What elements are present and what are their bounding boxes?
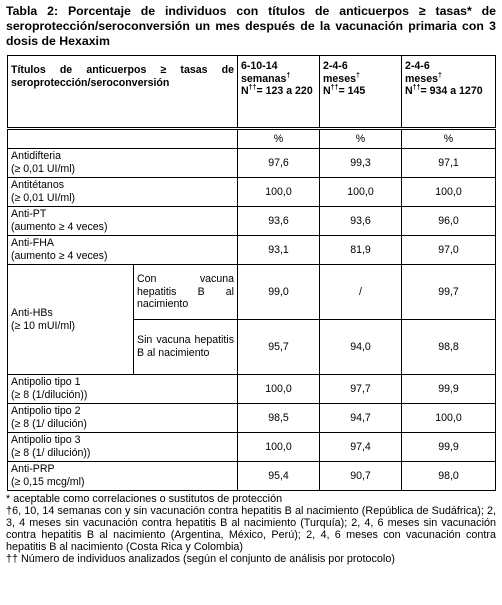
sublabel-without-birth-dose: Sin vacuna hepatitis B al nacimiento [134, 320, 238, 375]
row-label: Antidifteria (≥ 0,01 UI/ml) [8, 149, 238, 178]
value-cell: 97,0 [402, 236, 496, 265]
value-cell: 93,6 [320, 207, 402, 236]
value-cell: 100,0 [402, 404, 496, 433]
row-label: Anti-FHA (aumento ≥ 4 veces) [8, 236, 238, 265]
table-row [8, 265, 496, 320]
header-row [8, 56, 496, 129]
row-label-hbs: Anti-HBs (≥ 10 mUI/ml) [8, 265, 134, 375]
row-label: Antipolio tipo 1 (≥ 8 (1/dilución)) [8, 375, 238, 404]
value-cell: 98,5 [238, 404, 320, 433]
value-cell: 98,8 [402, 320, 496, 375]
value-cell: 99,3 [320, 149, 402, 178]
value-cell: 97,7 [320, 375, 402, 404]
value-cell: 98,0 [402, 462, 496, 491]
row-label: Antipolio tipo 3 (≥ 8 (1/ dilución)) [8, 433, 238, 462]
value-cell: 99,7 [402, 265, 496, 320]
row-label: Antipolio tipo 2 (≥ 8 (1/ dilución) [8, 404, 238, 433]
value-cell: 99,9 [402, 433, 496, 462]
value-cell: 100,0 [238, 433, 320, 462]
table-row [8, 178, 496, 207]
unit-cell: % [238, 129, 320, 149]
value-cell: 100,0 [238, 178, 320, 207]
table-row [8, 462, 496, 491]
value-cell: / [320, 265, 402, 320]
value-cell: 90,7 [320, 462, 402, 491]
header-6-10-14-weeks: 6-10-14 semanas† N††= 123 a 220 [238, 56, 320, 129]
row-label: Anti-PT (aumento ≥ 4 veces) [8, 207, 238, 236]
value-cell: 93,1 [238, 236, 320, 265]
value-cell: 94,0 [320, 320, 402, 375]
table-row [8, 236, 496, 265]
value-cell: 95,7 [238, 320, 320, 375]
unit-cell: % [320, 129, 402, 149]
unit-empty-cell [8, 129, 238, 149]
table-row [8, 207, 496, 236]
value-cell: 94,7 [320, 404, 402, 433]
value-cell: 97,4 [320, 433, 402, 462]
value-cell: 97,6 [238, 149, 320, 178]
footnote-double-dagger: †† Número de individuos analizados (según el conjunto de análisis por protocolo) [6, 553, 395, 565]
value-cell: 97,1 [402, 149, 496, 178]
table-row [8, 404, 496, 433]
unit-cell: % [402, 129, 496, 149]
row-label: Antitétanos (≥ 0,01 UI/ml) [8, 178, 238, 207]
value-cell: 100,0 [320, 178, 402, 207]
value-cell: 96,0 [402, 207, 496, 236]
value-cell: 99,9 [402, 375, 496, 404]
footnote-dagger: †6, 10, 14 semanas con y sin vacunación contra hepatitis B al nacimiento (República de Sudáfrica); 2, 3, 4 meses sin vacunación contra hepatitis B al nacimiento (Turquía); 2, 4, 6 meses sin vacunación contra hepatitis B al nacimiento (Argentina, México, Perú); 2, 4, 6 meses con vacunación contra hepatitis B al nacimiento (Costa Rica y Colombia) [6, 505, 496, 553]
footnote-asterisk: * aceptable como correlaciones o sustitutos de protección [6, 493, 283, 505]
value-cell: 99,0 [238, 265, 320, 320]
header-2-4-6-months-b: 2-4-6 meses† N††= 934 a 1270 [402, 56, 496, 129]
sublabel-with-birth-dose: Con vacuna hepatitis B al nacimiento [134, 265, 238, 320]
value-cell: 100,0 [402, 178, 496, 207]
unit-row [8, 129, 496, 149]
header-2-4-6-months-a: 2-4-6 meses† N††= 145 [320, 56, 402, 129]
antibody-table [7, 55, 496, 491]
table-row [8, 375, 496, 404]
value-cell: 95,4 [238, 462, 320, 491]
table-title: Tabla 2: Porcentaje de individuos con títulos de anticuerpos ≥ tasas* de seroprotección/seroconversión un mes después de la vacunación primaria con 3 dosis de Hexaxim [6, 4, 496, 48]
value-cell: 93,6 [238, 207, 320, 236]
header-criteria-cell: Títulos de anticuerpos ≥ tasas de seroprotección/seroconversión [8, 56, 238, 129]
value-cell: 100,0 [238, 375, 320, 404]
footnotes [6, 493, 496, 565]
table-row [8, 149, 496, 178]
table-row [8, 433, 496, 462]
row-label: Anti-PRP (≥ 0,15 mcg/ml) [8, 462, 238, 491]
value-cell: 81,9 [320, 236, 402, 265]
